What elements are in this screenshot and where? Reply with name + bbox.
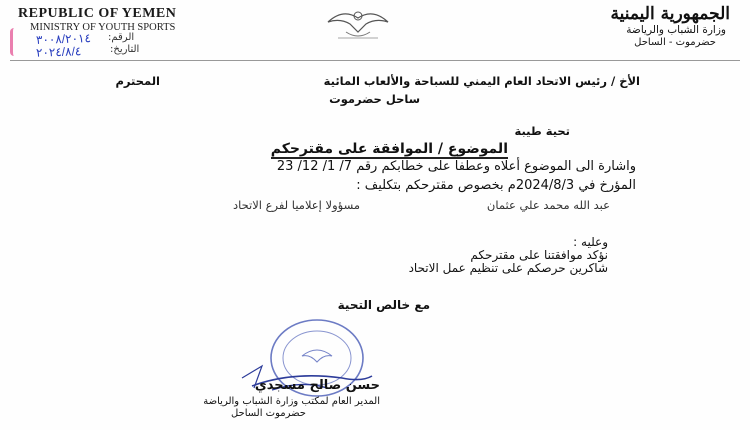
conclusion-heading: وعليه : (573, 235, 608, 249)
assigned-person-name: عبد الله محمد علي عثمان (486, 198, 610, 212)
signatory-name: حسن صالح مسجدي (254, 378, 380, 393)
assigned-role: مسؤولا إعلاميا لفرع الاتحاد (232, 198, 360, 212)
date-label: التاريخ: (110, 44, 140, 55)
reference-label: الرقم: (108, 32, 135, 43)
honorific: المحترم (115, 74, 160, 88)
letter-date: ٢٠٢٤/٨/٤ (35, 44, 82, 60)
closing-regards: مع خالص التحية (337, 298, 430, 312)
body-paragraph-2: المؤرخ في 2024/8/3م بخصوص مقترحكم بتكليف : (356, 178, 636, 193)
signatory-title: المدير العام لمكتب وزارة الشباب والرياضة (203, 396, 380, 407)
recipient-location: ساحل حضرموت (329, 92, 420, 106)
header-divider (10, 60, 740, 61)
body-paragraph-1: واشارة الى الموضوع أعلاه وعطفا على خطابكم رقم 7/ 1/ 12/ 23 (276, 159, 636, 174)
arabic-ministry-name: وزارة الشباب والرياضة (626, 24, 726, 36)
conclusion-line-2: شاكرين حرصكم على تنظيم عمل الاتحاد (408, 261, 608, 275)
signatory-office: حضرموت الساحل (230, 408, 306, 419)
arabic-office-name: حضرموت - الساحل (634, 37, 716, 48)
greeting: تحية طيبة (514, 124, 570, 138)
english-country-name: REPUBLIC OF YEMEN (18, 6, 177, 21)
subject-line: الموضوع / الموافقة على مقترحكم (270, 141, 508, 157)
conclusion-line-1: نؤكد موافقتنا على مقترحكم (470, 248, 608, 262)
english-ministry-name: MINISTRY OF YOUTH SPORTS (30, 22, 176, 33)
eagle-emblem-icon (318, 2, 398, 42)
arabic-country-name: الجمهورية اليمنية (610, 4, 730, 24)
highlight-mark (10, 28, 35, 56)
reference-number: ٣٠٠٨/٢٠١٤ (35, 31, 92, 47)
recipient-line: الأخ / رئيس الاتحاد العام اليمني للسباحة والألعاب المائية (323, 74, 640, 88)
